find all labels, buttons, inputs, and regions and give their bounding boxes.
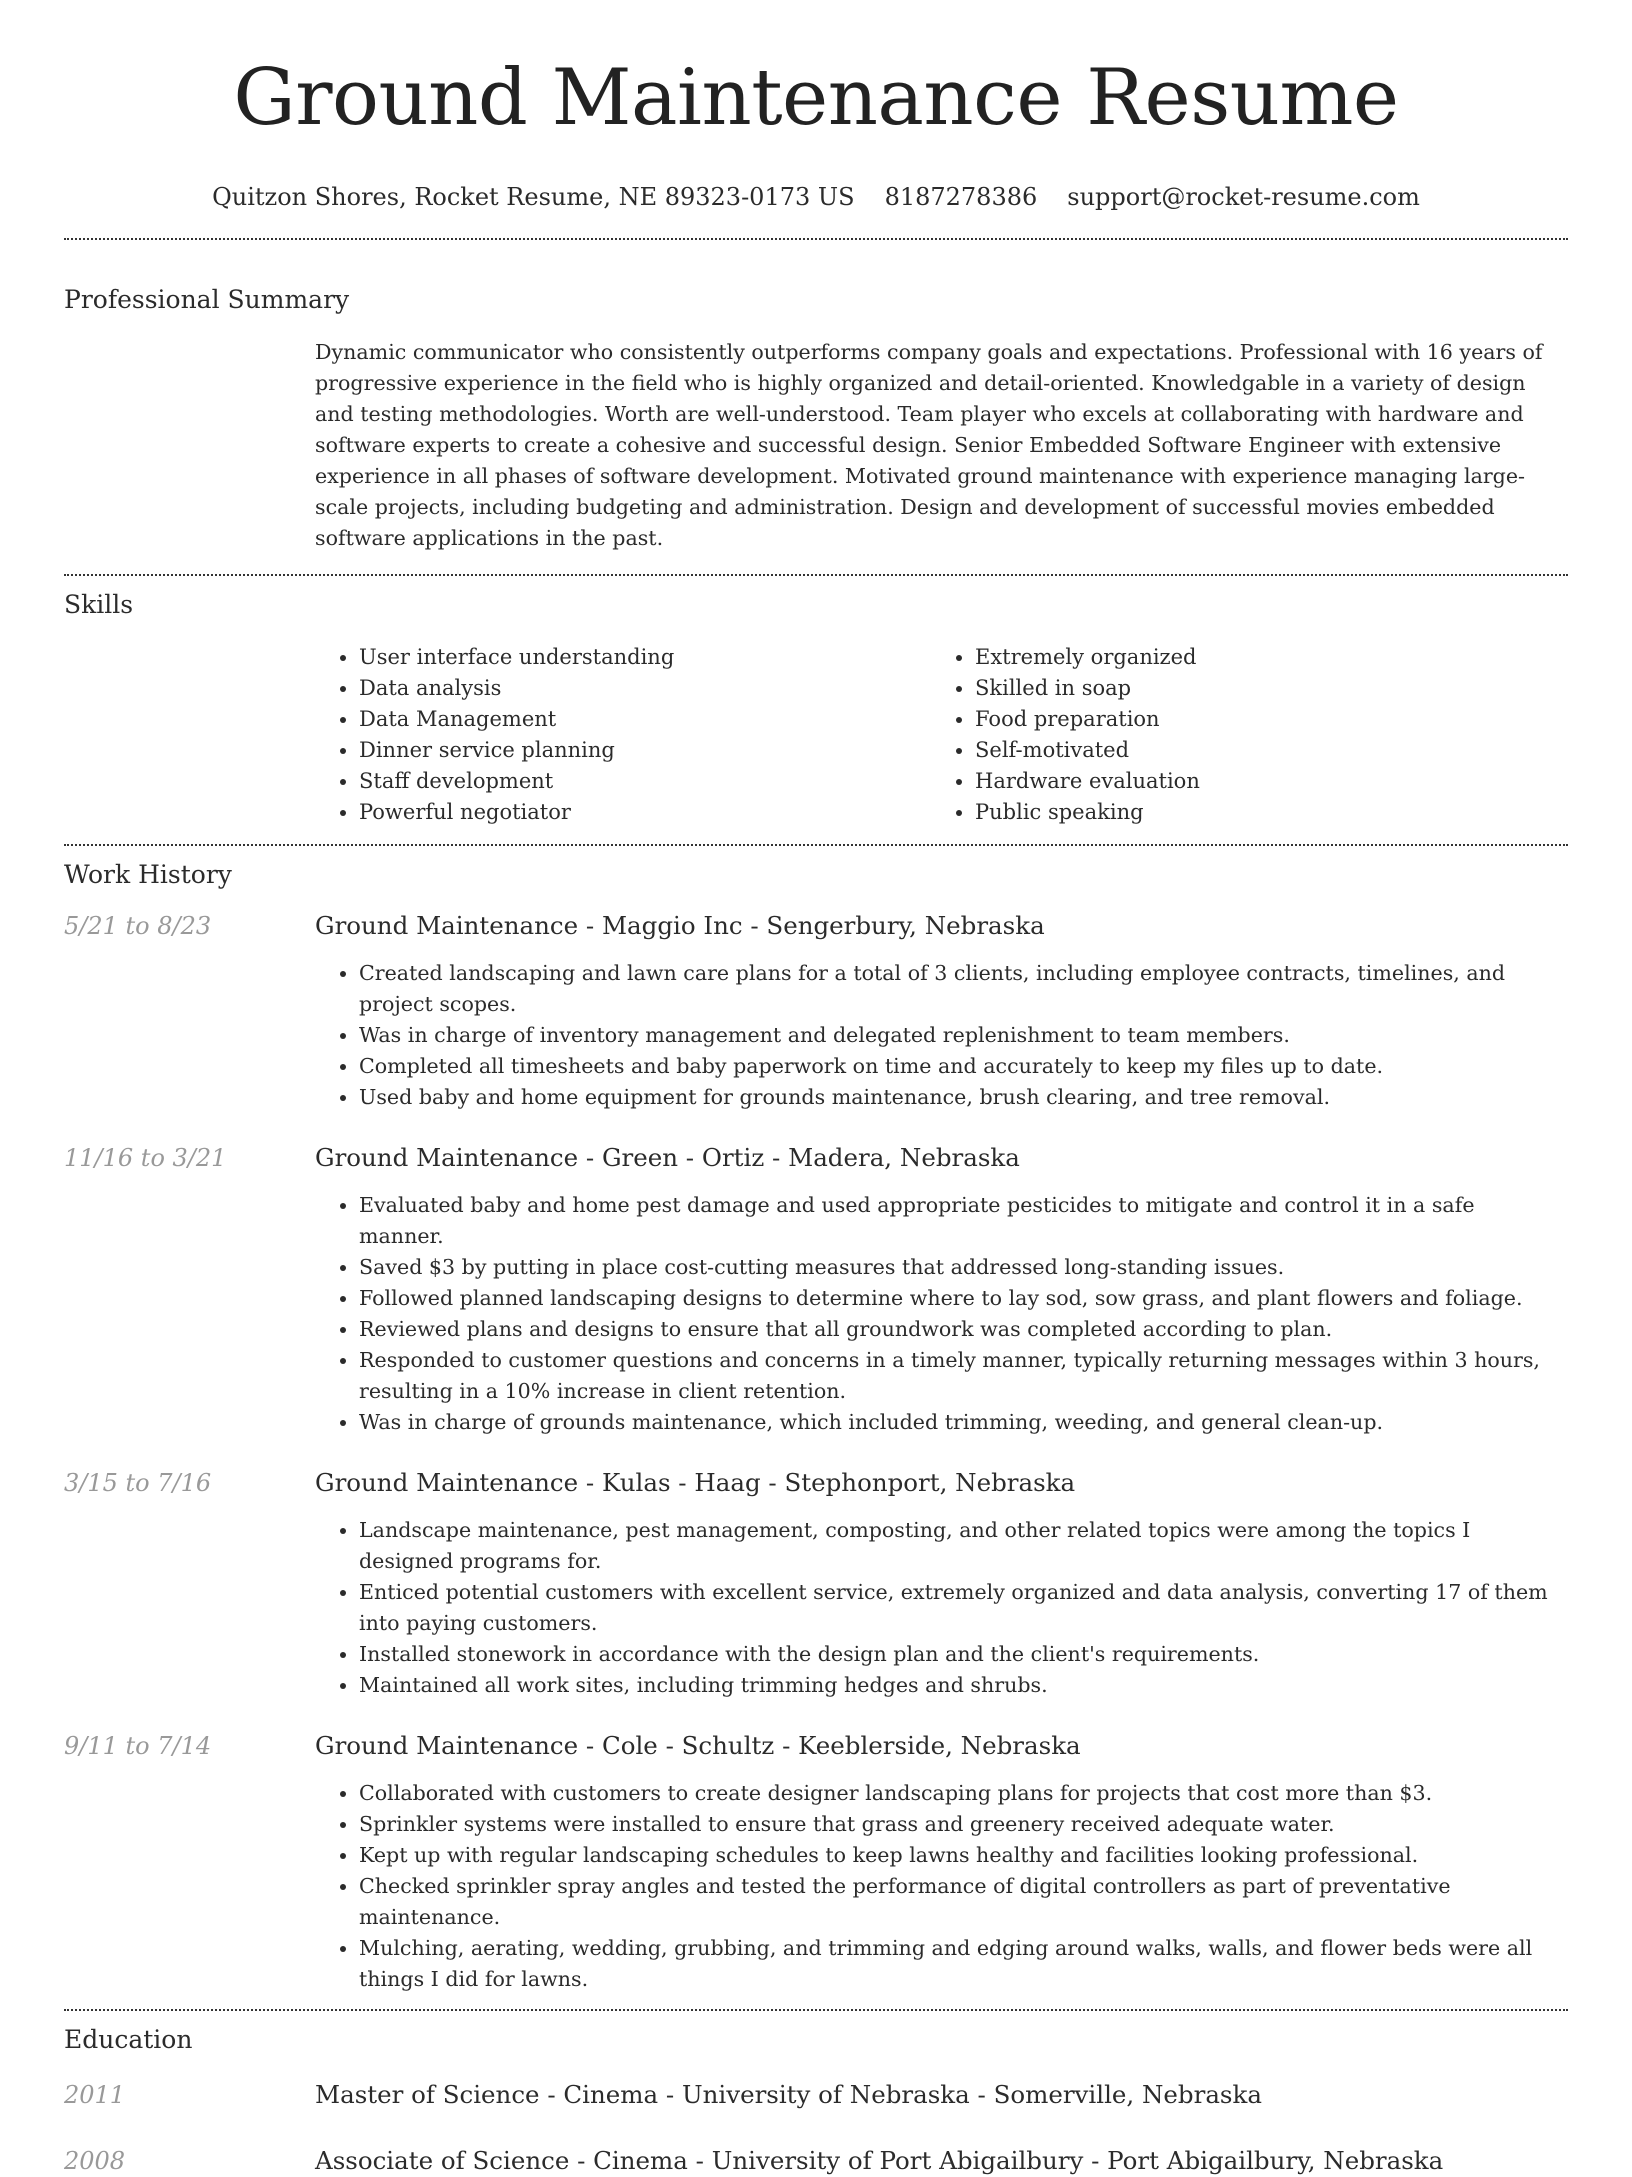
resume-title: Ground Maintenance Resume [233,53,1399,143]
job-bullet: • Followed planned landscaping designs to determine where to lay sod, sow grass, and plant flowers and foliage. [359,1283,1568,1314]
job-dates: 9/11 to 7/14 [64,1732,212,1760]
skills-column-right [931,642,1547,828]
job-bullet: • Saved $3 by putting in place cost-cutting measures that addressed long-standing issues. [359,1252,1568,1283]
job-bullets [315,1778,1568,1995]
job-bullets [315,1515,1568,1701]
job-bullet: • Reviewed plans and designs to ensure that all groundwork was completed according to plan. [359,1314,1568,1345]
education-entry [64,2145,1568,2177]
skill-item: • Self-motivated [975,735,1547,766]
job-dates: 3/15 to 7/16 [64,1469,212,1497]
skill-item: • Data analysis [359,673,931,704]
skill-item: • Staff development [359,766,931,797]
skills-column-left [315,642,931,828]
job-bullet: • Enticed potential customers with excellent service, extremely organized and data analysis, converting 17 of them into paying customers. [359,1577,1568,1639]
education-year: 2011 [64,2081,126,2109]
skill-item: • Dinner service planning [359,735,931,766]
job-entry [64,1730,1568,1995]
job-title: Ground Maintenance - Maggio Inc - Sengerbury, Nebraska [315,911,1045,940]
skill-item: • Food preparation [975,704,1547,735]
skill-item: • Public speaking [975,797,1547,828]
job-header [64,1467,1568,1499]
summary-heading: Professional Summary [64,285,350,314]
contact-address: Quitzon Shores, Rocket Resume, NE 89323-0173 US [212,183,855,211]
education-degree: Associate of Science - Cinema - University of Port Abigailbury - Port Abigailbury, Nebraska [315,2146,1444,2175]
job-bullet: • Evaluated baby and home pest damage and used appropriate pesticides to mitigate and control it in a safe manner. [359,1190,1568,1252]
summary-text: Dynamic communicator who consistently outperforms company goals and expectations. Professional with 16 years of progressive experience in the field who is highly organized and detail-oriented. Knowledgable in a variety of design and testing methodologies. Worth are well-understood. Team player who excels at collaborating with hardware and software experts to create a cohesive and successful design. Senior Embedded Software Engineer with extensive experience in all phases of software development. Motivated ground maintenance with experience managing large-scale projects, including budgeting and administration. Design and development of successful movies embedded software applications in the past. [315,340,1543,550]
skill-item: • Data Management [359,704,931,735]
job-bullet: • Collaborated with customers to create designer landscaping plans for projects that cost more than $3. [359,1778,1568,1809]
job-bullets [315,958,1568,1113]
divider [64,238,1568,240]
job-bullet: • Was in charge of grounds maintenance, which included trimming, weeding, and general clean-up. [359,1407,1568,1438]
skill-item: • Extremely organized [975,642,1547,673]
job-bullet: • Used baby and home equipment for grounds maintenance, brush clearing, and tree removal. [359,1082,1568,1113]
contact-line [64,182,1568,212]
skill-item: • Skilled in soap [975,673,1547,704]
divider [64,574,1568,576]
education-section [64,2025,1568,2177]
skill-item: • Hardware evaluation [975,766,1547,797]
job-bullet: • Created landscaping and lawn care plans for a total of 3 clients, including employee contracts, timelines, and project scopes. [359,958,1568,1020]
job-bullet: • Installed stonework in accordance with the design plan and the client's requirements. [359,1639,1568,1670]
work-history-section [64,860,1568,1995]
job-dates: 11/16 to 3/21 [64,1144,227,1172]
job-header [64,1142,1568,1174]
education-degree: Master of Science - Cinema - University of Nebraska - Somerville, Nebraska [315,2080,1262,2109]
job-bullet: • Sprinkler systems were installed to ensure that grass and greenery received adequate water. [359,1809,1568,1840]
job-bullets [315,1190,1568,1438]
job-title: Ground Maintenance - Green - Ortiz - Madera, Nebraska [315,1143,1020,1172]
job-title: Ground Maintenance - Cole - Schultz - Keeblerside, Nebraska [315,1731,1081,1760]
job-bullet: • Was in charge of inventory management and delegated replenishment to team members. [359,1020,1568,1051]
skills-section [64,590,1568,828]
skills-heading: Skills [64,590,134,619]
job-bullet: • Kept up with regular landscaping schedules to keep lawns healthy and facilities looking professional. [359,1840,1568,1871]
job-entry [64,910,1568,1113]
education-year: 2008 [64,2147,126,2175]
skills-list [315,642,1568,828]
skill-item: • Powerful negotiator [359,797,931,828]
summary-section [64,285,1568,554]
resume-page [64,0,1568,2177]
job-bullet: • Landscape maintenance, pest management, composting, and other related topics were among the topics I designed programs for. [359,1515,1568,1577]
divider [64,844,1568,846]
job-bullet: • Checked sprinkler spray angles and tested the performance of digital controllers as part of preventative maintenance. [359,1871,1568,1933]
job-entry [64,1467,1568,1701]
job-bullet: • Mulching, aerating, wedding, grubbing, and trimming and edging around walks, walls, and flower beds were all things I did for lawns. [359,1933,1568,1995]
divider [64,2009,1568,2011]
work-history-heading: Work History [64,860,232,889]
contact-email: support@rocket-resume.com [1067,183,1420,211]
education-entry [64,2079,1568,2111]
skill-item: • User interface understanding [359,642,931,673]
job-bullet: • Maintained all work sites, including trimming hedges and shrubs. [359,1670,1568,1701]
education-heading: Education [64,2025,193,2054]
job-dates: 5/21 to 8/23 [64,912,212,940]
resume-header [64,0,1568,212]
job-header [64,1730,1568,1762]
job-header [64,910,1568,942]
job-bullet: • Completed all timesheets and baby paperwork on time and accurately to keep my files up to date. [359,1051,1568,1082]
job-entry [64,1142,1568,1438]
contact-phone: 8187278386 [884,183,1038,211]
job-title: Ground Maintenance - Kulas - Haag - Stephonport, Nebraska [315,1468,1076,1497]
job-bullet: • Responded to customer questions and concerns in a timely manner, typically returning messages within 3 hours, resulting in a 10% increase in client retention. [359,1345,1568,1407]
